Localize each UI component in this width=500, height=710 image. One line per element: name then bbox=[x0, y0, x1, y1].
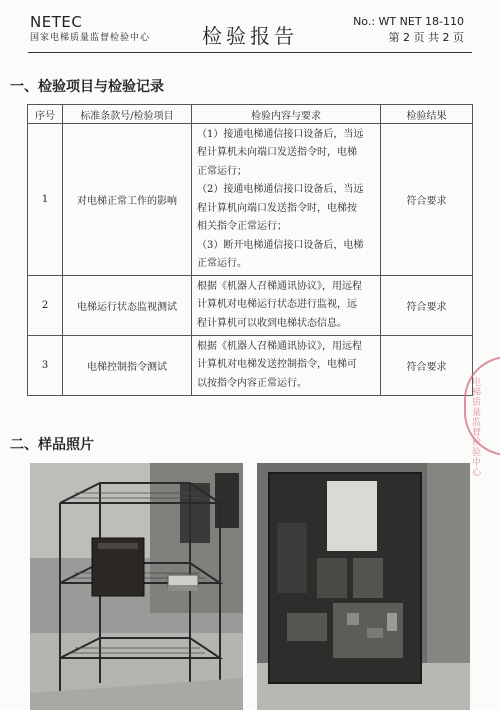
requirement-line: 根据《机器人召梯通讯协议》，用远程 bbox=[197, 340, 362, 352]
row-result: 符合要求 bbox=[381, 124, 473, 276]
requirement-line: （2）接通电梯通信接口设备后，当远 bbox=[197, 184, 364, 195]
inspection-table bbox=[27, 104, 473, 396]
row-item: 电梯运行状态监视测试 bbox=[63, 276, 192, 336]
row-requirement bbox=[192, 336, 381, 396]
seal-text: 电梯质量监督检验中心 bbox=[472, 378, 482, 478]
row-item: 对电梯正常工作的影响 bbox=[63, 124, 192, 276]
section-heading-photos: 二、样品照片 bbox=[10, 437, 94, 453]
requirement-line: （1）接通电梯通信接口设备后，当远 bbox=[197, 128, 364, 140]
row-number: 1 bbox=[28, 124, 63, 276]
column-header-requirement: 检验内容与要求 bbox=[192, 105, 381, 124]
org-name-cn: 国家电梯质量监督检验中心 bbox=[30, 33, 151, 43]
requirement-line: 程计算机可以收到电梯状态信息。 bbox=[197, 317, 347, 329]
requirement-line: （3）断开电梯通信接口设备后，电梯 bbox=[197, 239, 364, 251]
table-row bbox=[28, 276, 473, 336]
sample-photo-shelf-image bbox=[30, 463, 243, 710]
table-row bbox=[28, 124, 473, 276]
row-item: 电梯控制指令测试 bbox=[63, 336, 192, 396]
sample-photo-device bbox=[257, 463, 470, 710]
row-result: 符合要求 bbox=[381, 276, 473, 336]
requirement-line: 程计算机向端口发送指令时，电梯按 bbox=[197, 202, 357, 214]
section-heading-records: 一、检验项目与检验记录 bbox=[10, 79, 164, 95]
header-divider bbox=[28, 52, 472, 53]
column-header-result: 检验结果 bbox=[381, 105, 473, 124]
column-header-item: 标准条款号/检验项目 bbox=[63, 105, 192, 124]
requirement-line: 正常运行； bbox=[197, 165, 247, 177]
row-number: 3 bbox=[28, 336, 63, 396]
table-row bbox=[28, 336, 473, 396]
row-result: 符合要求 bbox=[381, 336, 473, 396]
requirement-line: 以按指令内容正常运行。 bbox=[197, 377, 307, 389]
row-number: 2 bbox=[28, 276, 63, 336]
column-header-no: 序号 bbox=[28, 105, 63, 124]
report-number: No.: WT NET 18-110 bbox=[353, 15, 464, 28]
document-title: 检验报告 bbox=[202, 24, 298, 48]
org-name-en: NETEC bbox=[30, 13, 83, 31]
requirement-line: 相关指令正常运行； bbox=[197, 221, 287, 232]
row-requirement bbox=[192, 124, 381, 276]
report-meta bbox=[353, 14, 464, 46]
requirement-line: 程计算机未向端口发送指令时，电梯 bbox=[197, 147, 357, 158]
row-requirement bbox=[192, 276, 381, 336]
sample-photo-shelf bbox=[30, 463, 243, 710]
requirement-line: 计算机对电梯运行状态进行监视，远 bbox=[197, 299, 357, 311]
requirement-line: 计算机对电梯发送控制指令，电梯可 bbox=[197, 359, 357, 371]
sample-photo-device-image bbox=[257, 463, 470, 710]
requirement-line: 正常运行。 bbox=[197, 258, 247, 269]
page-indicator: 第 2 页 共 2 页 bbox=[388, 31, 464, 44]
table-header-row bbox=[28, 105, 473, 124]
requirement-line: 根据《机器人召梯通讯协议》，用远程 bbox=[197, 280, 362, 292]
